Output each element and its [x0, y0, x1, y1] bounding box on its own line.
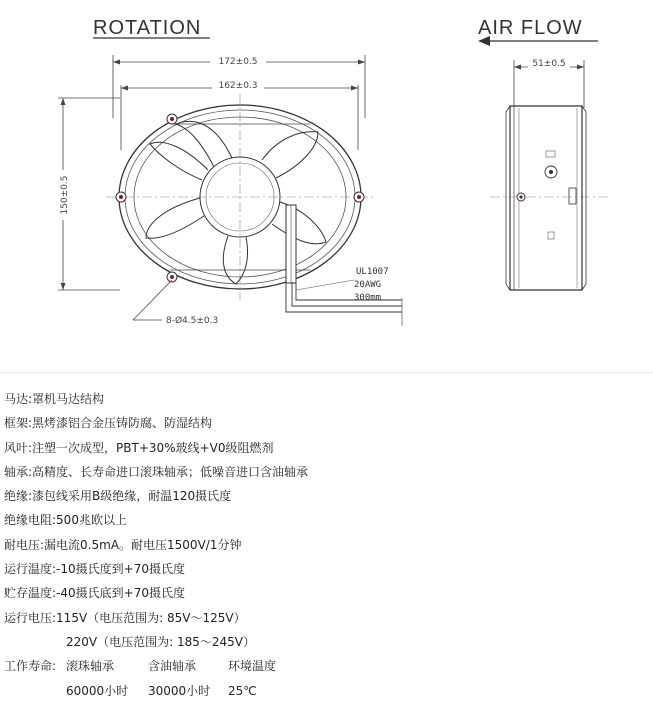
spec-value: 漆包线采用B级绝缘，耐温120摄氏度 — [32, 489, 232, 504]
spec-row-dielectric — [4, 533, 649, 557]
spec-label: 贮存温度: — [4, 586, 57, 601]
spec-value: 500兆欧以上 — [56, 513, 127, 528]
spec-value: -40摄氏底到+70摄氏度 — [56, 586, 185, 601]
wire-gauge: 20AWG — [354, 280, 382, 290]
spec-list — [4, 387, 649, 703]
dim-width-inner: 162±0.3 — [218, 81, 258, 91]
spec-value: 115V（电压范围为: 85V～125V） — [56, 610, 246, 625]
dim-depth: 51±0.5 — [532, 59, 566, 69]
airflow-heading: AIR FLOW — [478, 17, 583, 39]
spec-row-bearing — [4, 460, 649, 484]
section-divider — [0, 372, 653, 373]
spec-value: 注塑一次成型，PBT+30%玻线+V0级阻燃剂 — [32, 440, 274, 455]
spec-label: 运行温度: — [4, 562, 57, 577]
spec-value: 黑烤漆铝合金压铸防腐、防湿结构 — [32, 416, 213, 431]
life-header-ambient-temp: 环境温度 — [228, 659, 277, 674]
wire-length: 300mm — [354, 293, 382, 303]
spec-row-motor — [4, 387, 649, 411]
life-header-sleeve-bearing: 含油轴承 — [148, 659, 197, 674]
spec-row-operating-temp — [4, 557, 649, 581]
spec-label: 风叶: — [4, 440, 33, 455]
wire-type: UL1007 — [356, 267, 389, 277]
spec-row-life-headers — [4, 654, 649, 678]
rotation-heading: ROTATION — [93, 17, 202, 39]
spec-label: 绝缘: — [4, 489, 33, 504]
dim-width-outer: 172±0.5 — [218, 57, 258, 67]
spec-row-frame — [4, 411, 649, 435]
spec-value: -10摄氏度到+70摄氏度 — [56, 562, 185, 577]
spec-row-voltage-alt — [4, 630, 649, 654]
spec-row-voltage — [4, 606, 649, 630]
spec-row-storage-temp — [4, 581, 649, 605]
spec-label: 工作寿命: — [4, 659, 57, 674]
spec-label: 轴承: — [4, 464, 33, 479]
dim-height: 150±0.5 — [60, 175, 70, 215]
life-value-sleeve-bearing: 30000小时 — [148, 683, 211, 698]
spec-row-insulation-resistance — [4, 508, 649, 532]
spec-label: 运行电压: — [4, 610, 57, 625]
spec-label: 马达: — [4, 392, 33, 406]
spec-row-life-values — [4, 679, 649, 703]
spec-row-insulation — [4, 484, 649, 508]
spec-value: 高精度、长寿命进口滚珠轴承；低噪音进口含油轴承 — [32, 464, 309, 479]
spec-label: 绝缘电阻: — [4, 513, 57, 528]
life-header-ball-bearing: 滚珠轴承 — [66, 659, 115, 674]
fan-side-view — [490, 106, 608, 290]
spec-value: 漏电流0.5mA。耐电压1500V/1分钟 — [44, 537, 242, 552]
spec-label: 框架: — [4, 416, 33, 431]
life-value-ambient-temp: 25℃ — [228, 683, 257, 698]
life-value-ball-bearing: 60000小时 — [66, 683, 129, 698]
spec-label: 耐电压: — [4, 537, 45, 552]
spec-value: 罩机马达结构 — [32, 392, 105, 406]
spec-row-impeller — [4, 436, 649, 460]
dim-mounting-holes: 8-Ø4.5±0.3 — [166, 316, 219, 326]
spec-value: 220V（电压范围为: 185～245V） — [66, 634, 255, 649]
